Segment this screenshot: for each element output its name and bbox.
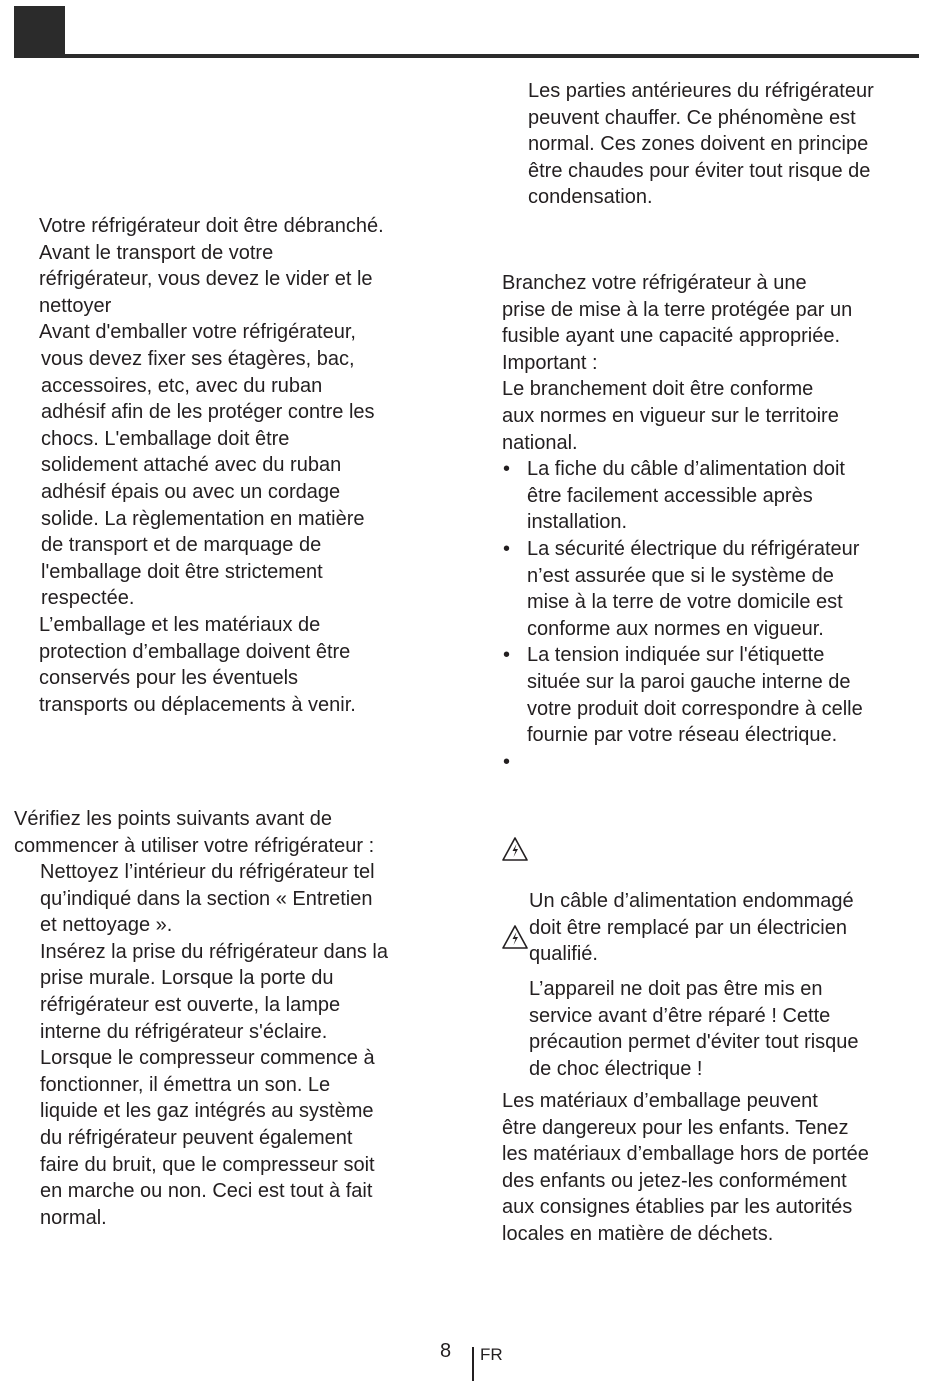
warning-1-text: Un câble d’alimentation endommagé doit être remplacé par un électricien qualifié. — [529, 890, 854, 966]
electrical-intro: Branchez votre réfrigérateur à une prise de mise à la terre protégée par un fusible ayant une capacité appropriée. Important : Le branchement doit être conforme aux normes en vigueur sur le territoire national. — [502, 272, 853, 454]
before-use-intro — [14, 806, 459, 859]
header-block — [14, 6, 65, 57]
before-use-steps — [40, 859, 460, 1231]
transport-section — [39, 213, 459, 718]
header-rule — [14, 54, 919, 58]
electrical-section — [502, 270, 942, 749]
electrical-bullet-2: • La sécurité électrique du réfrigérateur n’est assurée que si le système de mise à la terre de votre domicile est conforme aux normes en vigueur. — [502, 536, 942, 642]
warning-2 — [502, 923, 942, 1083]
footer-divider — [472, 1347, 474, 1381]
page-number: 8 — [440, 1340, 452, 1362]
language-code: FR — [480, 1345, 503, 1364]
warning-2-text: L’appareil ne doit pas être mis en service avant d’être réparé ! Cette précaution permet d'éviter tout risque de choc électrique ! — [529, 978, 859, 1080]
before-use-step-3: Lorsque le compresseur commence à fonctionner, il émettra un son. Le liquide et les gaz intégrés au système du réfrigérateur peuvent également faire du bruit, que le compresseur soit en marche ou non. Ceci est tout à fait normal. — [40, 1047, 375, 1229]
before-use-intro-text: Vérifiez les points suivants avant de commencer à utiliser votre réfrigérateur : — [14, 808, 375, 857]
electrical-bullet-3: • La tension indiquée sur l'étiquette située sur la paroi gauche interne de votre produit doit correspondre à celle fournie par votre réseau électrique. — [502, 642, 942, 748]
packaging-section — [502, 1088, 942, 1248]
before-use-step-1: Nettoyez l’intérieur du réfrigérateur tel qu’indiqué dans la section « Entretien et nettoyage ». — [40, 861, 375, 937]
electrical-bullet-1: • La fiche du câble d’alimentation doit être facilement accessible après installation. — [502, 456, 942, 536]
transport-paragraph-4: L’emballage et les matériaux de protection d’emballage doivent être conservés pour les éventuels transports ou déplacements à venir. — [39, 613, 356, 716]
front-parts-text: Les parties antérieures du réfrigérateur peuvent chauffer. Ce phénomène est normal. Ces zones doivent en principe être chaudes pour éviter tout risque de condensation. — [528, 80, 874, 209]
front-parts-section — [528, 78, 943, 211]
electrical-bullet-list — [502, 456, 942, 749]
transport-paragraph-2: Avant le transport de votre réfrigérateur, vous devez le vider et le nettoyer — [39, 241, 373, 317]
warning-triangle-icon — [502, 837, 528, 861]
transport-paragraph-3a: Avant d'emballer votre réfrigérateur, — [39, 321, 356, 344]
before-use-step-2: Insérez la prise du réfrigérateur dans la prise murale. Lorsque la porte du réfrigérateur est ouverte, la lampe interne du réfrigérateur s'éclaire. — [40, 940, 388, 1043]
warning-triangle-icon — [502, 925, 528, 949]
transport-paragraph-3b: vous devez fixer ses étagères, bac, accessoires, etc, avec du ruban adhésif afin de les protéger contre les chocs. L'emballage doit être solidement attaché avec du ruban adhésif épais ou avec un cordage solide. La règlementation en matière de transport et de marquage de l'emballage doit être strictement respectée. — [41, 347, 375, 610]
packaging-text: Les matériaux d’emballage peuvent être dangereux pour les enfants. Tenez les matériaux d’emballage hors de portée des enfants ou jetez-les conformément aux consignes établies par les autorités locales en matière de déchets. — [502, 1090, 869, 1245]
transport-paragraph-1: Votre réfrigérateur doit être débranché. — [39, 215, 384, 237]
